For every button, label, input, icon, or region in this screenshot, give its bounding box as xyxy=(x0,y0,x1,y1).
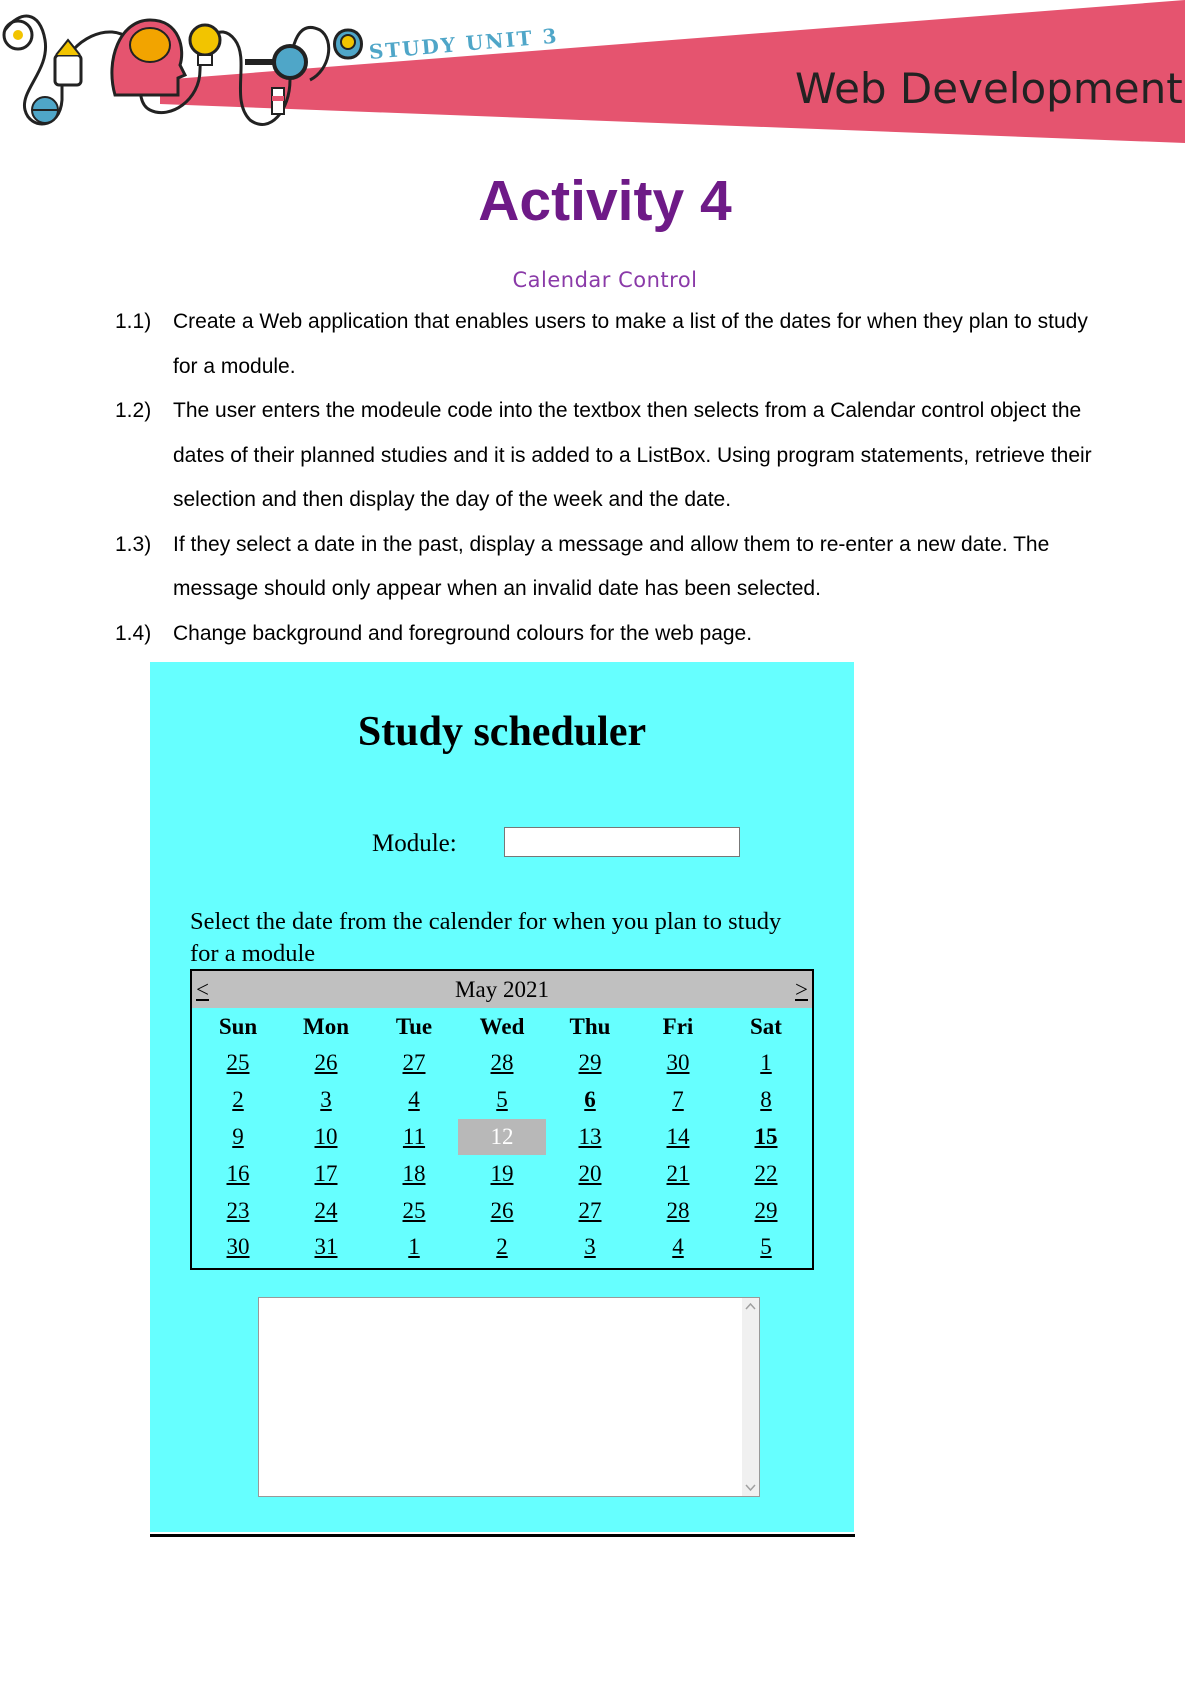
calendar-day[interactable] xyxy=(282,1045,370,1082)
calendar-day-number: 15 xyxy=(754,1123,778,1149)
calendar-day-number: 28 xyxy=(490,1050,514,1075)
calendar-day-number: 25 xyxy=(402,1197,426,1223)
calendar-day-number: 19 xyxy=(490,1160,514,1186)
calendar-day-number: 22 xyxy=(754,1160,778,1186)
calendar-day-number: 13 xyxy=(578,1123,602,1149)
calendar-day[interactable] xyxy=(722,1229,810,1266)
calendar-day[interactable] xyxy=(634,1156,722,1193)
calendar-day[interactable] xyxy=(546,1082,634,1119)
calendar-day[interactable] xyxy=(546,1156,634,1193)
calendar-day[interactable] xyxy=(546,1119,634,1156)
calendar-day-number: 18 xyxy=(402,1160,426,1186)
calendar-control xyxy=(190,969,814,1270)
instruction-item xyxy=(115,389,1115,523)
calendar-day[interactable] xyxy=(282,1119,370,1156)
calendar-month-label: May 2021 xyxy=(455,977,549,1002)
calendar-grid xyxy=(192,1008,812,1266)
calendar-day[interactable] xyxy=(194,1229,282,1266)
calendar-day[interactable] xyxy=(546,1193,634,1230)
calendar-day-number: 26 xyxy=(490,1197,514,1223)
calendar-day[interactable] xyxy=(194,1156,282,1193)
calendar-day[interactable] xyxy=(458,1229,546,1266)
calendar-day-number: 3 xyxy=(584,1234,596,1260)
calendar-day[interactable] xyxy=(194,1045,282,1082)
calendar-day[interactable] xyxy=(370,1119,458,1156)
screenshot-bottom-border xyxy=(150,1534,855,1537)
calendar-day-header: Thu xyxy=(569,1014,611,1039)
calendar-day-number: 20 xyxy=(578,1160,602,1186)
study-dates-listbox[interactable] xyxy=(258,1297,760,1497)
instruction-item xyxy=(115,612,1115,657)
instruction-number: 1.2) xyxy=(115,399,152,422)
calendar-day-number: 5 xyxy=(496,1086,508,1112)
calendar-day-number: 12 xyxy=(458,1119,546,1155)
calendar-day-number: 1 xyxy=(760,1050,772,1075)
calendar-day-number: 4 xyxy=(408,1086,420,1112)
scheduler-title: Study scheduler xyxy=(357,709,647,755)
calendar-day[interactable] xyxy=(282,1193,370,1230)
activity-title: Activity 4 xyxy=(478,169,732,233)
instruction-item xyxy=(115,523,1115,612)
next-month-link[interactable]: > xyxy=(795,977,808,1002)
calendar-day[interactable] xyxy=(370,1229,458,1266)
calendar-day-header: Fri xyxy=(662,1014,694,1039)
instruction-text: The user enters the modeule code into the textbox then selects from a Calendar control object the dates of their planned studies and it is added to a ListBox. Using program statements, retrieve their selection and then display the day of the week and the date. xyxy=(173,399,1092,511)
calendar-day-number: 3 xyxy=(320,1086,332,1112)
calendar-day[interactable] xyxy=(458,1045,546,1082)
calendar-day[interactable] xyxy=(370,1156,458,1193)
calendar-day[interactable] xyxy=(546,1229,634,1266)
calendar-day-selected[interactable] xyxy=(458,1119,546,1156)
module-input[interactable] xyxy=(504,827,740,857)
calendar-day[interactable] xyxy=(458,1193,546,1230)
instruction-list xyxy=(115,300,1115,656)
listbox-scrollbar[interactable] xyxy=(742,1298,759,1496)
calendar-day-header: Wed xyxy=(479,1014,525,1039)
calendar-day-number: 11 xyxy=(402,1123,426,1149)
instruction-number: 1.4) xyxy=(115,621,152,645)
instruction-text: If they select a date in the past, display a message and allow them to re-enter a new date. The message should only appear when an invalid date has been selected. xyxy=(173,532,1050,600)
calendar-day-number: 23 xyxy=(226,1197,250,1223)
calendar-day[interactable] xyxy=(722,1193,810,1230)
calendar-day[interactable] xyxy=(634,1119,722,1156)
study-scheduler-screenshot xyxy=(150,662,854,1532)
calendar-day-number: 24 xyxy=(314,1197,338,1223)
scroll-up-icon[interactable] xyxy=(742,1298,759,1315)
calendar-day-number: 8 xyxy=(760,1086,772,1112)
calendar-day-header: Tue xyxy=(395,1014,433,1039)
calendar-day-number: 14 xyxy=(666,1123,690,1149)
calendar-day-number: 7 xyxy=(672,1086,684,1112)
calendar-day[interactable] xyxy=(546,1045,634,1082)
calendar-day-number: 30 xyxy=(666,1050,690,1075)
calendar-day[interactable] xyxy=(722,1156,810,1193)
calendar-day[interactable] xyxy=(458,1082,546,1119)
calendar-day[interactable] xyxy=(722,1045,810,1082)
instruction-text: Create a Web application that enables users to make a list of the dates for when they plan to study for a module. xyxy=(173,310,1088,378)
calendar-day-number: 28 xyxy=(666,1197,690,1223)
calendar-day-number: 1 xyxy=(408,1234,420,1260)
calendar-day-number: 4 xyxy=(672,1234,684,1260)
calendar-day-number: 17 xyxy=(314,1160,338,1186)
calendar-day-number: 2 xyxy=(232,1086,244,1112)
calendar-day[interactable] xyxy=(722,1082,810,1119)
calendar-day[interactable] xyxy=(370,1045,458,1082)
study-unit-label: STUDY UNIT 3 xyxy=(367,23,560,65)
calendar-day[interactable] xyxy=(282,1229,370,1266)
calendar-day-number: 29 xyxy=(754,1197,778,1223)
instruction-number: 1.3) xyxy=(115,532,152,556)
calendar-day-number: 29 xyxy=(578,1050,602,1075)
calendar-day-number: 21 xyxy=(666,1160,690,1186)
calendar-day-number: 9 xyxy=(232,1123,244,1149)
calendar-day[interactable] xyxy=(370,1193,458,1230)
calendar-day[interactable] xyxy=(282,1156,370,1193)
activity-subtitle: Calendar Control xyxy=(512,268,698,292)
calendar-header xyxy=(192,971,812,1008)
calendar-day[interactable] xyxy=(194,1082,282,1119)
calendar-prompt: Select the date from the calender for when you plan to study for a module xyxy=(190,908,782,967)
calendar-day[interactable] xyxy=(282,1082,370,1119)
calendar-day[interactable] xyxy=(634,1082,722,1119)
calendar-day-number: 31 xyxy=(314,1234,338,1260)
calendar-day-number: 6 xyxy=(584,1086,596,1112)
calendar-day-number: 27 xyxy=(578,1197,602,1223)
course-title: Web Development xyxy=(795,64,1183,113)
calendar-day-header: Sat xyxy=(750,1014,782,1039)
calendar-day[interactable] xyxy=(634,1045,722,1082)
calendar-day-number: 2 xyxy=(496,1234,508,1260)
instruction-text: Change background and foreground colours for the web page. xyxy=(173,621,753,645)
calendar-day-number: 30 xyxy=(226,1234,250,1260)
calendar-day-number: 16 xyxy=(226,1160,250,1186)
scroll-down-icon[interactable] xyxy=(742,1479,759,1496)
prev-month-link[interactable]: < xyxy=(196,977,209,1002)
instruction-item xyxy=(115,300,1115,389)
calendar-day[interactable] xyxy=(634,1193,722,1230)
calendar-day[interactable] xyxy=(194,1193,282,1230)
calendar-day-number: 25 xyxy=(226,1050,250,1075)
calendar-day-number: 26 xyxy=(314,1050,338,1075)
calendar-day-number: 5 xyxy=(760,1234,772,1260)
header-banner xyxy=(0,0,1200,150)
calendar-day[interactable] xyxy=(370,1082,458,1119)
instruction-number: 1.1) xyxy=(115,310,152,333)
calendar-day-header: Mon xyxy=(303,1014,349,1039)
calendar-day-number: 27 xyxy=(402,1050,426,1075)
calendar-day-header: Sun xyxy=(218,1014,258,1039)
calendar-day[interactable] xyxy=(458,1156,546,1193)
calendar-day[interactable] xyxy=(634,1229,722,1266)
calendar-day[interactable] xyxy=(194,1119,282,1156)
module-label: Module: xyxy=(372,830,457,857)
calendar-day[interactable] xyxy=(722,1119,810,1156)
calendar-day-number: 10 xyxy=(314,1123,338,1149)
